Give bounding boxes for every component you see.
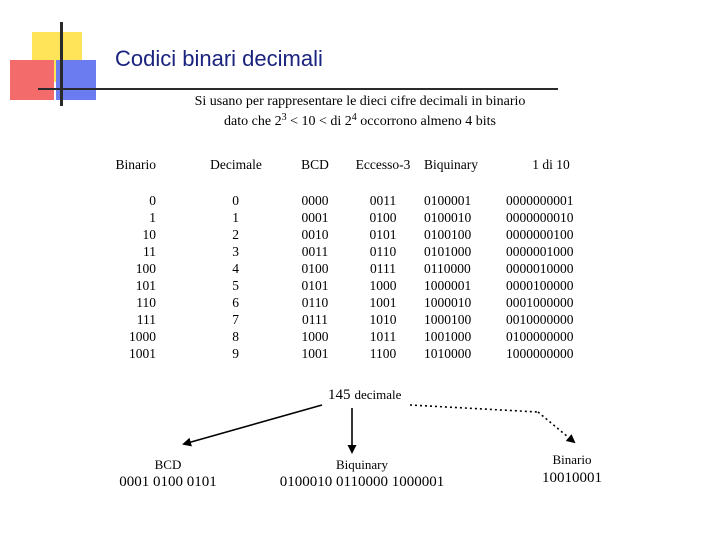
intro-line-1: Si usano per rappresentare le dieci cifre decimali in binario — [194, 94, 526, 109]
table-cell: 0100001 — [424, 193, 472, 208]
table-cell: 0110000 — [424, 261, 471, 276]
intro-exponent-4: 4 — [351, 112, 357, 123]
intro-text-a: dato che 2 — [224, 114, 282, 129]
table-cell: 0000000001 — [506, 193, 574, 208]
table-cell: 0001 — [301, 210, 329, 225]
table-cell: 1001 — [301, 346, 329, 361]
table-cell: 1 — [149, 210, 156, 225]
arrow-to-bcd — [184, 405, 322, 444]
table-cell: 0100100 — [424, 227, 472, 242]
table-cell: 111 — [136, 312, 156, 327]
table-cell: 0101 — [301, 278, 329, 293]
table-cell: 0000 — [301, 193, 329, 208]
table-cell: 0110 — [369, 244, 397, 259]
table-cell: 1010 — [369, 312, 397, 327]
header-bcd: BCD — [301, 157, 329, 172]
table-cell: 11 — [143, 244, 156, 259]
table-cell: 5 — [232, 278, 239, 293]
table-cell: 1011 — [369, 329, 397, 344]
table-cell: 1001 — [369, 295, 397, 310]
table-cell: 1010000 — [424, 346, 472, 361]
table-cell: 0 — [232, 193, 239, 208]
table-cell: 8 — [232, 329, 239, 344]
table-cell: 1100 — [369, 346, 397, 361]
table-cell: 1000010 — [424, 295, 472, 310]
table-cell: 0010 — [301, 227, 329, 242]
arrow-to-binario — [410, 405, 538, 412]
table-cell: 1000 — [301, 329, 329, 344]
header-decimale: Decimale — [210, 157, 262, 172]
table-cell: 0010000000 — [506, 312, 574, 327]
table-cell: 4 — [232, 261, 239, 276]
header-binario: Binario — [115, 157, 156, 172]
table-cell: 1000100 — [424, 312, 472, 327]
table-cell: 0000001000 — [506, 244, 574, 259]
table-cell: 6 — [232, 295, 239, 310]
table-cell: 1001000 — [424, 329, 472, 344]
result-bcd-code: 0001 0100 0101 — [119, 474, 217, 490]
table-cell: 1000 — [129, 329, 156, 344]
table-cell: 1000001 — [424, 278, 472, 293]
decimal-number: 145 — [328, 387, 351, 403]
table-cell: 0111 — [370, 261, 396, 276]
intro-exponent-3: 3 — [281, 112, 287, 123]
result-binario-label: Binario — [552, 452, 592, 467]
decimal-label: decimale — [354, 387, 402, 402]
table-cell: 7 — [232, 312, 239, 327]
table-cell: 0100000000 — [506, 329, 574, 344]
table-cell: 0111 — [302, 312, 328, 327]
intro-text-b: < 10 < di 2 — [286, 114, 352, 129]
table-cell: 0011 — [369, 193, 397, 208]
table-cell: 0101 — [369, 227, 397, 242]
table-cell: 100 — [135, 261, 156, 276]
table-cell: 3 — [232, 244, 239, 259]
table-cell: 9 — [232, 346, 239, 361]
header-1-di-10: 1 di 10 — [532, 157, 570, 172]
table-cell: 10 — [142, 227, 156, 242]
table-cell: 1000000000 — [506, 346, 574, 361]
table-cell: 0000000010 — [506, 210, 574, 225]
table-cell: 110 — [136, 295, 156, 310]
header-eccesso-3: Eccesso-3 — [355, 157, 411, 172]
table-cell: 0001000000 — [506, 295, 574, 310]
table-cell: 0000010000 — [506, 261, 574, 276]
table-cell: 0 — [149, 193, 156, 208]
table-cell: 0000000100 — [506, 227, 574, 242]
arrow-to-binario-head — [538, 412, 574, 442]
table-cell: 0100 — [301, 261, 329, 276]
table-cell: 1000 — [369, 278, 397, 293]
intro-text-c: occorrono almeno 4 bits — [356, 114, 496, 129]
table-cell: 1 — [232, 210, 239, 225]
table-cell: 0011 — [301, 244, 329, 259]
result-biquinary-code: 0100010 0110000 1000001 — [279, 474, 445, 490]
table-cell: 1001 — [129, 346, 156, 361]
table-cell: 0000100000 — [506, 278, 574, 293]
table-cell: 0100010 — [424, 210, 472, 225]
table-cell: 2 — [232, 227, 239, 242]
example-decimal-number — [328, 386, 401, 404]
result-biquinary-label: Biquinary — [336, 457, 388, 472]
result-binario-code: 10010001 — [542, 470, 602, 486]
table-cell: 0100 — [369, 210, 397, 225]
table-cell: 101 — [135, 278, 156, 293]
header-biquinary: Biquinary — [424, 157, 478, 172]
slide-title: Codici binari decimali — [115, 46, 323, 71]
result-bcd-label: BCD — [154, 457, 182, 472]
table-cell: 0101000 — [424, 244, 472, 259]
table-cell: 0110 — [301, 295, 329, 310]
